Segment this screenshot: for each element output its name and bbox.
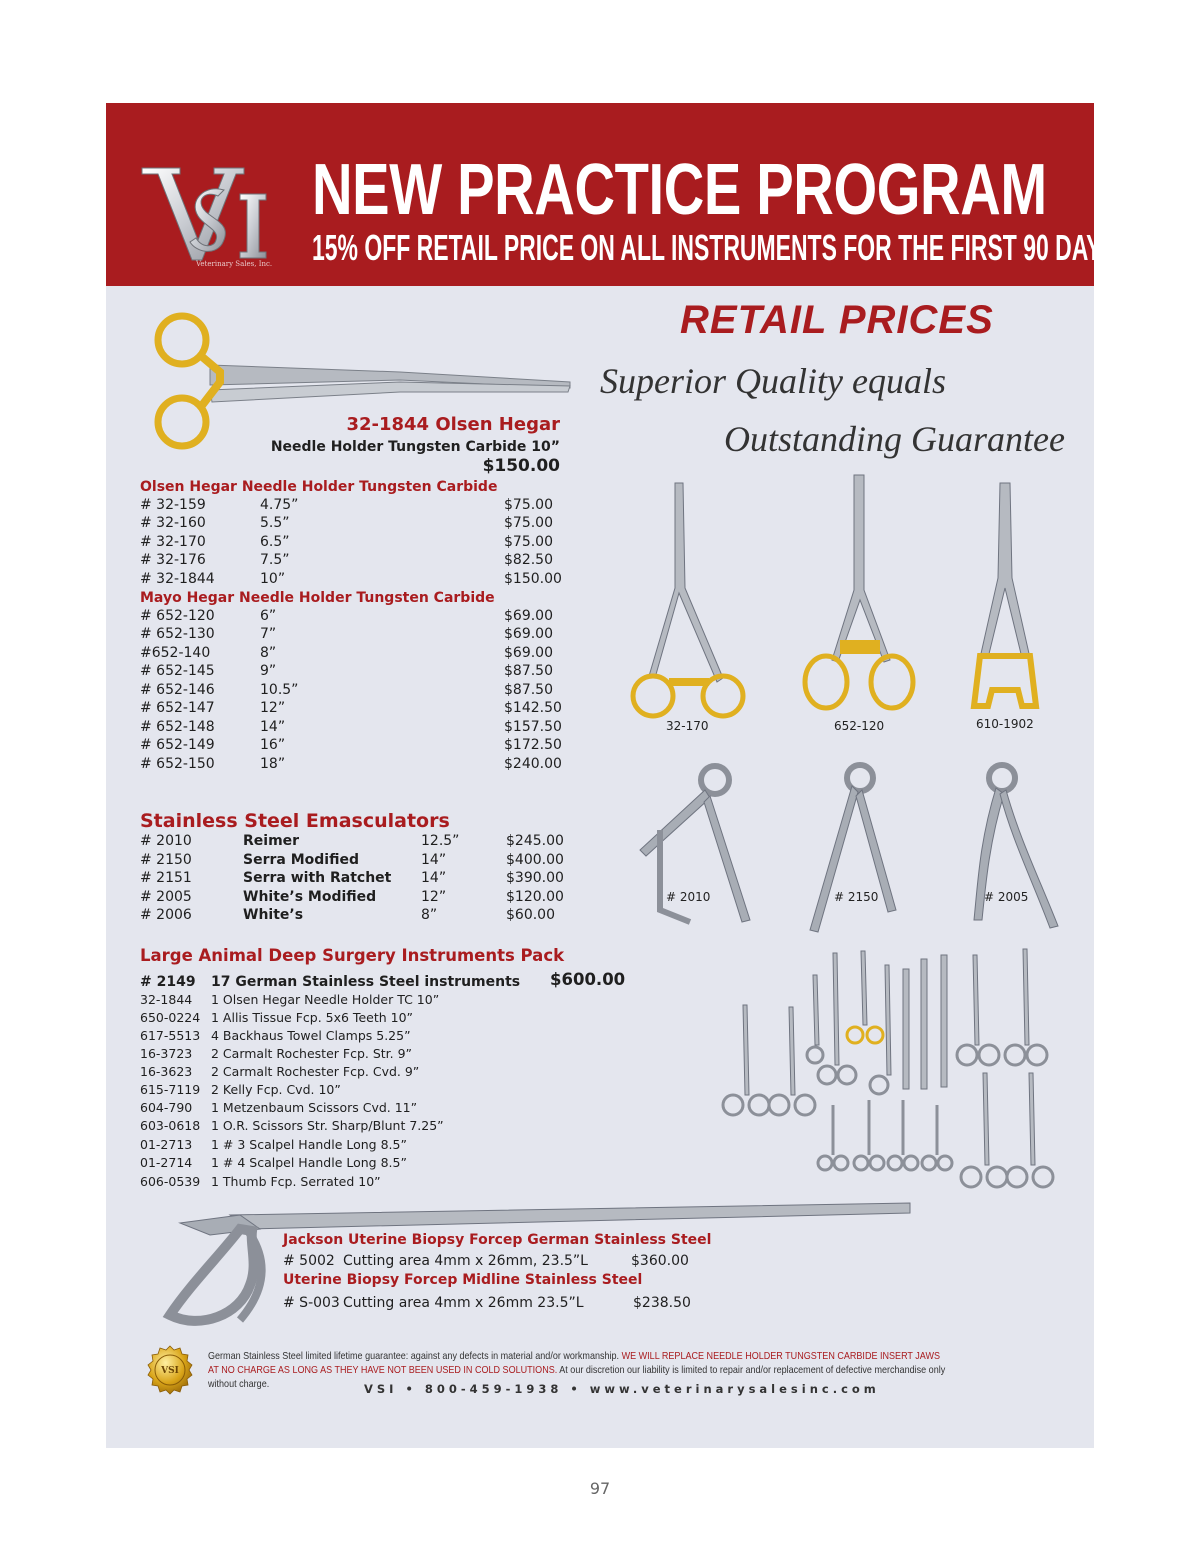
svg-text:VSI: VSI xyxy=(161,1366,179,1376)
featured-desc: Needle Holder Tungsten Carbide 10” xyxy=(270,439,560,455)
caption-652-120: 652-120 xyxy=(834,719,885,733)
pack-heading: Large Animal Deep Surgery Instruments Pack xyxy=(140,946,565,965)
jackson-heading: Jackson Uterine Biopsy Forcep German Stainless Steel xyxy=(283,1232,712,1248)
emasculator-2150-image xyxy=(800,760,910,940)
caption-2010: # 2010 xyxy=(666,890,711,904)
caption-610-1902: 610-1902 xyxy=(976,717,1034,731)
guarantee-text: German Stainless Steel limited lifetime guarantee: against any defects in material and/or workmanship. WE WILL REPLACE NEEDLE HOLDER TUNGSTEN CARBIDE INSERT JAWS AT NO CHARGE AS LONG AS THEY HAVE NOT BEEN USED IN COLD SOLUTIONS. At our discretion our liability is limited to repair and/or replacement of defective merchandise only without charge. xyxy=(208,1350,946,1390)
midline-heading: Uterine Biopsy Forcep Midline Stainless Steel xyxy=(283,1272,643,1288)
pack-price: $600.00 xyxy=(550,970,626,989)
page-number: 97 xyxy=(589,1479,611,1498)
emasculator-2010-image xyxy=(620,760,760,930)
featured-price: $150.00 xyxy=(482,456,560,476)
surgery-pack-image xyxy=(715,945,1060,1195)
caption-2150: # 2150 xyxy=(834,890,879,904)
featured-name: 32-1844 Olsen Hegar xyxy=(346,414,560,435)
tagline-line-1: Superior Quality equals xyxy=(600,361,946,401)
needle-holder-610-1902-image xyxy=(960,478,1050,718)
needle-holder-32-170-image xyxy=(625,478,755,718)
banner-subtitle: 15% OFF RETAIL PRICE ON ALL INSTRUMENTS FOR THE FIRST 90 DAYS xyxy=(312,227,1117,268)
banner-title: NEW PRACTICE PROGRAM xyxy=(312,150,1047,230)
mayo-heading: Mayo Hegar Needle Holder Tungsten Carbide xyxy=(140,590,495,606)
olsen-heading: Olsen Hegar Needle Holder Tungsten Carbide xyxy=(140,479,498,495)
caption-2005: # 2005 xyxy=(984,890,1029,904)
caption-32-170: 32-170 xyxy=(666,719,709,733)
logo-subtitle: Veterinary Sales, Inc. xyxy=(196,260,273,268)
tagline-line-2: Outstanding Guarantee xyxy=(724,419,1065,459)
olsen-hegar-image xyxy=(150,310,580,460)
guarantee-seal-icon xyxy=(145,1345,195,1395)
emasculator-2005-image xyxy=(960,760,1070,935)
needle-holder-652-120-image xyxy=(800,470,920,715)
contact-line: VSI • 800-459-1938 • www.veterinarysalesinc.com xyxy=(364,1382,880,1396)
vsi-logo xyxy=(140,160,290,270)
retail-prices-heading: RETAIL PRICES xyxy=(680,298,994,342)
emasculators-heading: Stainless Steel Emasculators xyxy=(140,810,450,832)
